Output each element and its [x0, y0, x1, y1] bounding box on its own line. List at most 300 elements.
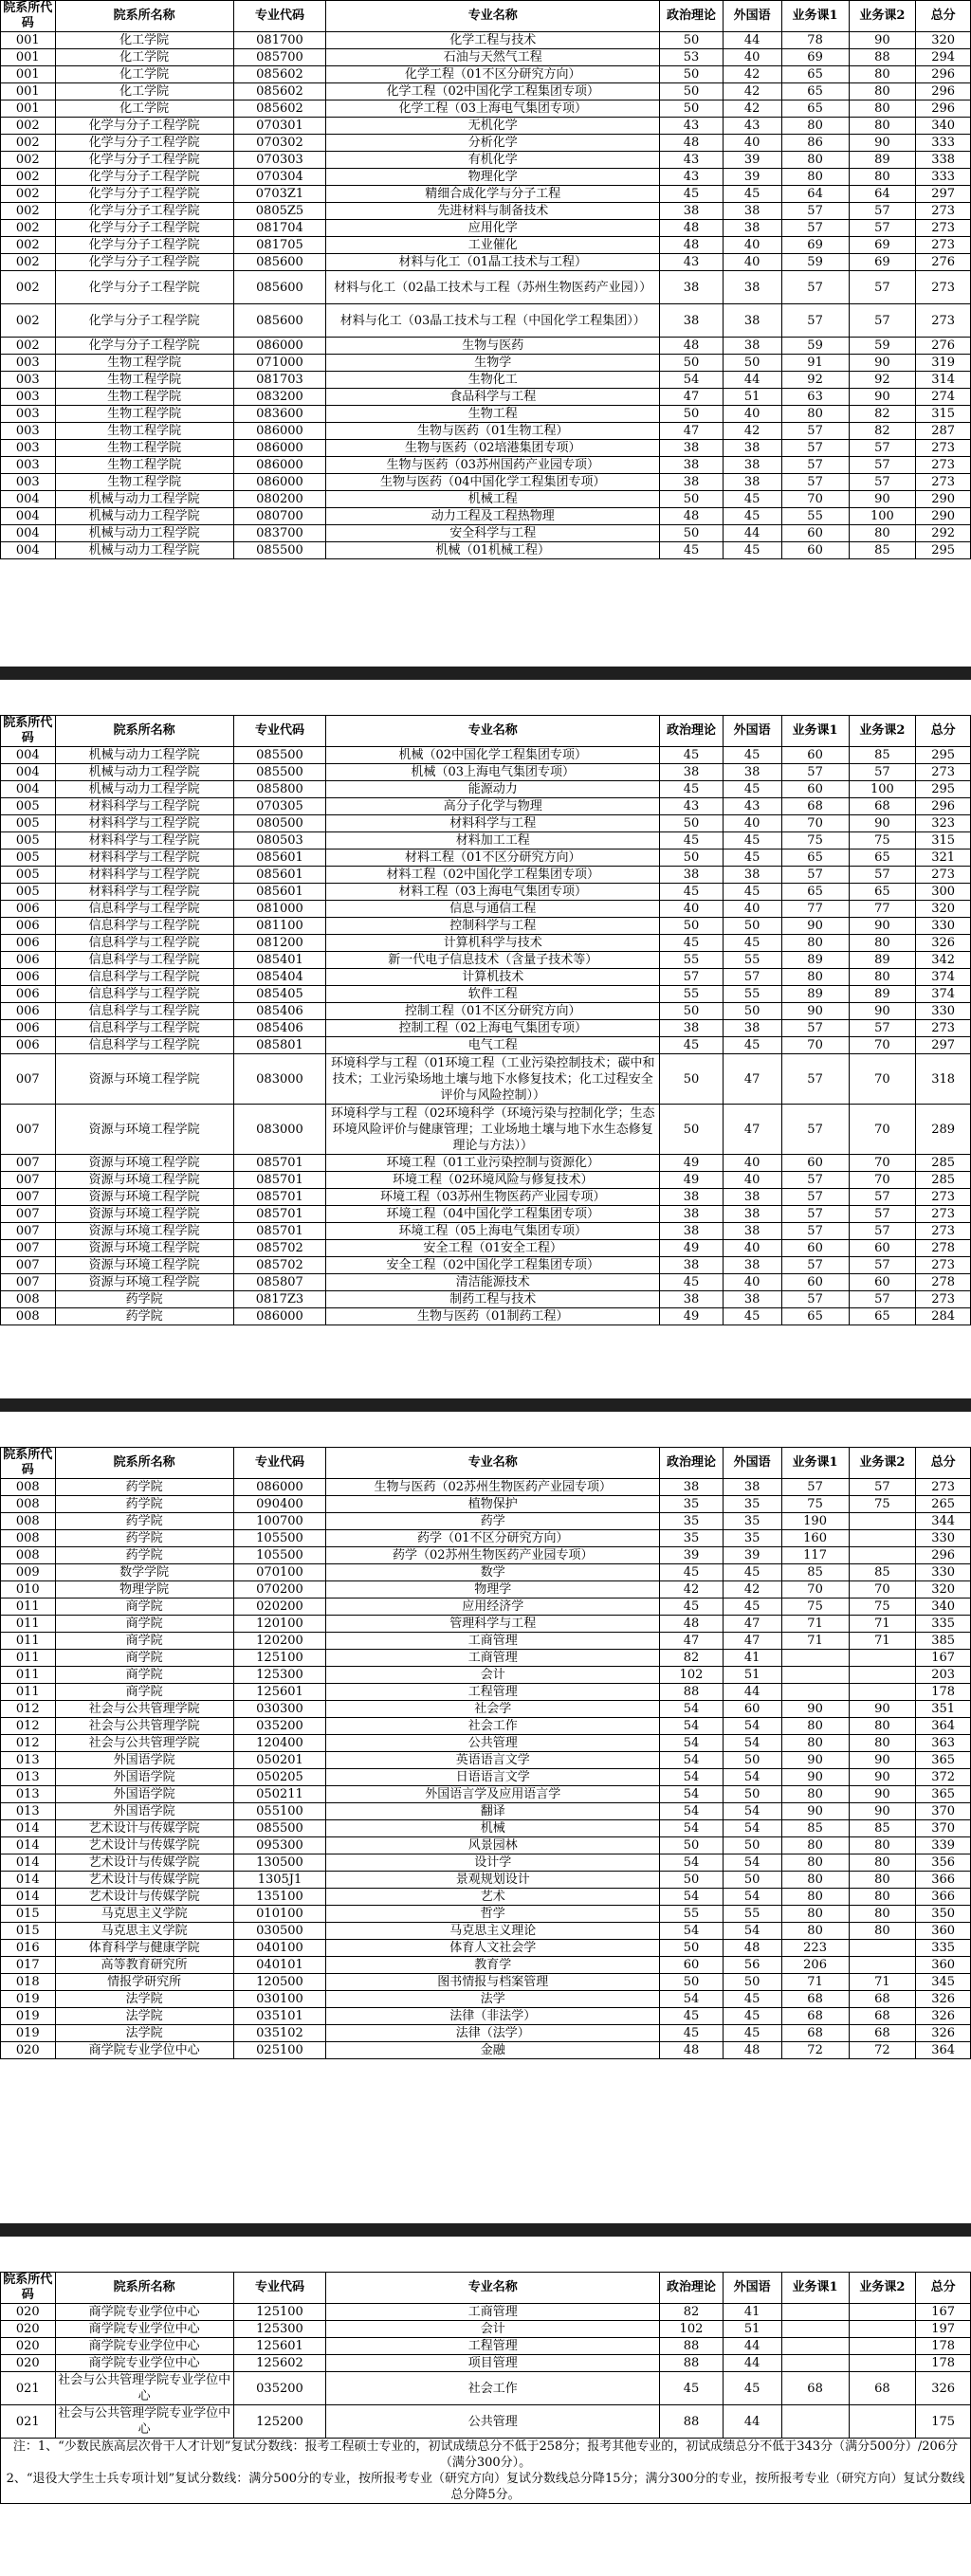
major-name-cell: 机械 [326, 1820, 660, 1837]
politics-score-cell: 54 [660, 1718, 723, 1735]
major-code-cell: 085500 [233, 542, 325, 559]
politics-score-cell: 102 [660, 1667, 723, 1684]
dept-name-cell: 外国语学院 [55, 1786, 233, 1803]
dept-code-cell: 020 [1, 2304, 56, 2321]
politics-score-cell: 43 [660, 254, 723, 271]
politics-score-cell: 43 [660, 798, 723, 815]
course1-score-cell: 85 [781, 1820, 849, 1837]
dept-name-cell: 机械与动力工程学院 [55, 508, 233, 525]
foreign-language-score-cell: 45 [723, 1308, 781, 1325]
course1-score-cell: 57 [781, 271, 849, 304]
politics-score-cell: 35 [660, 1530, 723, 1547]
politics-score-cell: 45 [660, 1564, 723, 1581]
foreign-language-score-cell: 44 [723, 2338, 781, 2355]
foreign-language-score-cell: 47 [723, 1616, 781, 1633]
total-score-cell: 285 [916, 1155, 971, 1172]
major-code-cell: 035200 [233, 1718, 325, 1735]
dept-name-cell: 信息科学与工程学院 [55, 901, 233, 918]
course2-score-cell: 59 [849, 338, 916, 355]
foreign-language-score-cell: 55 [723, 952, 781, 969]
foreign-language-score-cell: 45 [723, 1037, 781, 1054]
score-table-block-1 [0, 0, 971, 559]
table-row [1, 1837, 971, 1854]
dept-code-cell: 007 [1, 1223, 56, 1240]
course1-score-cell: 57 [781, 1054, 849, 1105]
major-name-cell: 项目管理 [326, 2355, 660, 2372]
course2-score-cell: 57 [849, 220, 916, 237]
foreign-language-score-cell: 45 [723, 884, 781, 901]
major-name-cell: 风景园林 [326, 1837, 660, 1854]
dept-name-cell: 化工学院 [55, 66, 233, 83]
major-code-cell: 125602 [233, 2355, 325, 2372]
dept-code-cell: 006 [1, 901, 56, 918]
foreign-language-score-cell: 38 [723, 440, 781, 457]
dept-name-cell: 生物工程学院 [55, 389, 233, 406]
major-name-cell: 分析化学 [326, 135, 660, 152]
total-score-cell: 323 [916, 815, 971, 832]
major-code-cell: 040101 [233, 1957, 325, 1974]
table-row [1, 1054, 971, 1105]
table-row [1, 2008, 971, 2025]
foreign-language-score-cell: 45 [723, 542, 781, 559]
table-row [1, 1223, 971, 1240]
course1-score-cell: 68 [781, 798, 849, 815]
politics-score-cell: 53 [660, 49, 723, 66]
major-name-cell: 材料工程（02中国化学工程集团专项） [326, 867, 660, 884]
header-row [1, 1, 971, 32]
politics-score-cell: 54 [660, 1769, 723, 1786]
foreign-language-score-cell: 54 [723, 1735, 781, 1752]
course1-score-cell: 80 [781, 1837, 849, 1854]
total-score-cell: 273 [916, 1189, 971, 1206]
foreign-language-score-cell: 44 [723, 372, 781, 389]
dept-code-cell: 005 [1, 832, 56, 850]
major-code-cell: 0817Z3 [233, 1291, 325, 1308]
total-score-cell: 273 [916, 1206, 971, 1223]
dept-code-cell: 008 [1, 1496, 56, 1513]
dept-code-cell: 002 [1, 271, 56, 304]
dept-code-cell: 004 [1, 508, 56, 525]
total-score-cell: 365 [916, 1752, 971, 1769]
dept-code-cell: 021 [1, 2405, 56, 2439]
course1-score-cell: 57 [781, 1223, 849, 1240]
course1-score-cell: 57 [781, 1291, 849, 1308]
major-name-cell: 生物与医药（02苏州生物医药产业园专项） [326, 1479, 660, 1496]
course2-score-cell: 92 [849, 372, 916, 389]
course1-score-cell: 57 [781, 440, 849, 457]
dept-code-cell: 001 [1, 32, 56, 49]
dept-name-cell: 信息科学与工程学院 [55, 1020, 233, 1037]
major-code-cell: 085405 [233, 986, 325, 1003]
dept-code-cell: 002 [1, 203, 56, 220]
table-row [1, 1786, 971, 1803]
major-code-cell: 070301 [233, 118, 325, 135]
course1-score-cell: 64 [781, 186, 849, 203]
total-score-cell: 297 [916, 1037, 971, 1054]
table-row [1, 1172, 971, 1189]
foreign-language-score-cell: 39 [723, 152, 781, 169]
total-score-cell: 333 [916, 169, 971, 186]
dept-name-cell: 情报学研究所 [55, 1974, 233, 1991]
table-row [1, 781, 971, 798]
course2-score-cell: 90 [849, 1769, 916, 1786]
table-row [1, 406, 971, 423]
table-row [1, 372, 971, 389]
dept-name-cell: 机械与动力工程学院 [55, 542, 233, 559]
politics-score-cell: 48 [660, 2042, 723, 2059]
course2-score-cell: 80 [849, 1923, 916, 1940]
dept-code-cell: 001 [1, 49, 56, 66]
foreign-language-score-cell: 40 [723, 1155, 781, 1172]
foreign-language-score-cell: 54 [723, 1854, 781, 1872]
course1-score-cell: 71 [781, 1616, 849, 1633]
total-score-cell: 320 [916, 1581, 971, 1599]
course2-score-cell: 70 [849, 1172, 916, 1189]
major-code-cell: 095300 [233, 1837, 325, 1854]
table-row [1, 1513, 971, 1530]
major-name-cell: 马克思主义理论 [326, 1923, 660, 1940]
dept-code-cell: 004 [1, 764, 56, 781]
dept-code-cell: 007 [1, 1105, 56, 1155]
header-row [1, 716, 971, 747]
course1-header: 业务课1 [781, 2273, 849, 2304]
table-row [1, 850, 971, 867]
foreign-language-score-cell: 35 [723, 1530, 781, 1547]
course2-score-cell: 57 [849, 1223, 916, 1240]
foreign-language-score-cell: 43 [723, 118, 781, 135]
table-row [1, 952, 971, 969]
politics-score-cell: 35 [660, 1496, 723, 1513]
major-name-cell: 哲学 [326, 1906, 660, 1923]
major-name-cell: 生物与医药（01生物工程） [326, 423, 660, 440]
politics-score-cell: 48 [660, 237, 723, 254]
total-score-cell: 290 [916, 491, 971, 508]
major-code-cell: 070302 [233, 135, 325, 152]
major-name-cell: 环境工程（02环境风险与修复技术） [326, 1172, 660, 1189]
foreign-language-score-cell: 45 [723, 2372, 781, 2405]
course2-score-cell: 65 [849, 1308, 916, 1325]
dept-code-cell: 013 [1, 1786, 56, 1803]
dept-name-cell: 药学院 [55, 1479, 233, 1496]
foreign-language-score-cell: 54 [723, 1718, 781, 1735]
course1-score-cell: 57 [781, 1189, 849, 1206]
politics-score-cell: 55 [660, 986, 723, 1003]
total-score-cell: 273 [916, 203, 971, 220]
dept-name-header: 院系所名称 [55, 1, 233, 32]
course2-score-cell: 85 [849, 747, 916, 764]
course2-score-cell: 57 [849, 203, 916, 220]
course1-score-cell: 80 [781, 1718, 849, 1735]
dept-code-cell: 002 [1, 304, 56, 338]
dept-name-cell: 化学与分子工程学院 [55, 237, 233, 254]
foreign-language-score-cell: 42 [723, 83, 781, 100]
total-score-cell: 289 [916, 1105, 971, 1155]
major-name-cell: 物理学 [326, 1581, 660, 1599]
major-name-cell: 新一代电子信息技术（含量子技术等） [326, 952, 660, 969]
table-row [1, 423, 971, 440]
course1-header: 业务课1 [781, 1448, 849, 1479]
total-score-cell: 340 [916, 118, 971, 135]
politics-score-cell: 50 [660, 918, 723, 935]
major-code-cell: 085701 [233, 1172, 325, 1189]
course2-score-cell: 75 [849, 1599, 916, 1616]
dept-name-cell: 信息科学与工程学院 [55, 969, 233, 986]
dept-code-cell: 017 [1, 1957, 56, 1974]
dept-name-cell: 资源与环境工程学院 [55, 1155, 233, 1172]
total-score-cell: 374 [916, 969, 971, 986]
dept-name-cell: 社会与公共管理学院专业学位中心 [55, 2372, 233, 2405]
total-header: 总分 [916, 1, 971, 32]
table-row [1, 1496, 971, 1513]
total-score-cell: 300 [916, 884, 971, 901]
politics-score-cell: 50 [660, 406, 723, 423]
politics-score-cell: 43 [660, 169, 723, 186]
major-name-cell: 先进材料与制备技术 [326, 203, 660, 220]
major-code-header: 专业代码 [233, 2273, 325, 2304]
table-row [1, 867, 971, 884]
course1-score-cell: 80 [781, 1872, 849, 1889]
course1-score-cell: 57 [781, 220, 849, 237]
major-name-cell: 社会学 [326, 1701, 660, 1718]
course1-score-cell: 80 [781, 935, 849, 952]
politics-score-cell: 47 [660, 1633, 723, 1650]
major-name-cell: 清洁能源技术 [326, 1274, 660, 1291]
politics-score-cell: 54 [660, 1786, 723, 1803]
major-name-cell: 环境工程（04中国化学工程集团专项） [326, 1206, 660, 1223]
politics-score-cell: 38 [660, 457, 723, 474]
foreign-language-score-cell: 35 [723, 1496, 781, 1513]
total-score-cell: 273 [916, 1291, 971, 1308]
dept-code-cell: 002 [1, 186, 56, 203]
major-code-cell: 130500 [233, 1854, 325, 1872]
total-score-cell: 203 [916, 1667, 971, 1684]
total-score-cell: 273 [916, 1020, 971, 1037]
table-row [1, 986, 971, 1003]
major-code-cell: 020200 [233, 1599, 325, 1616]
foreign-language-score-cell: 50 [723, 1837, 781, 1854]
dept-code-cell: 012 [1, 1718, 56, 1735]
dept-name-cell: 机械与动力工程学院 [55, 525, 233, 542]
foreign-language-score-cell: 42 [723, 66, 781, 83]
politics-score-cell: 38 [660, 304, 723, 338]
course2-score-cell: 75 [849, 832, 916, 850]
course1-score-cell: 90 [781, 1003, 849, 1020]
course2-score-cell [849, 1513, 916, 1530]
course2-score-cell [849, 1530, 916, 1547]
dept-code-cell: 006 [1, 986, 56, 1003]
major-code-cell: 081704 [233, 220, 325, 237]
foreign-language-header: 外国语 [723, 716, 781, 747]
course1-score-cell: 90 [781, 1803, 849, 1820]
table-row [1, 798, 971, 815]
course1-score-cell [781, 1650, 849, 1667]
dept-code-cell: 003 [1, 474, 56, 491]
major-code-cell: 030300 [233, 1701, 325, 1718]
course2-score-cell: 57 [849, 440, 916, 457]
table-row [1, 83, 971, 100]
politics-score-cell: 50 [660, 1003, 723, 1020]
course1-score-cell: 80 [781, 1786, 849, 1803]
politics-score-cell: 50 [660, 850, 723, 867]
major-code-cell: 125601 [233, 1684, 325, 1701]
course2-score-cell: 80 [849, 1889, 916, 1906]
major-name-cell: 安全工程（01安全工程） [326, 1240, 660, 1257]
dept-code-cell: 005 [1, 884, 56, 901]
major-code-cell: 085602 [233, 66, 325, 83]
course2-score-cell: 80 [849, 1837, 916, 1854]
major-code-cell: 081100 [233, 918, 325, 935]
major-code-cell: 086000 [233, 338, 325, 355]
footnote: 注：1、“少数民族高层次骨干人才计划”复试分数线：报考工程硕士专业的，初试成绩总分不低于258分；报考其他专业的，初试成绩总分不低于343分（满分500分）/206分（满分300分）。 [12, 2439, 959, 2470]
dept-name-cell: 化工学院 [55, 83, 233, 100]
politics-score-cell: 42 [660, 1581, 723, 1599]
course2-score-cell: 89 [849, 152, 916, 169]
dept-code-cell: 004 [1, 781, 56, 798]
major-code-cell: 085701 [233, 1206, 325, 1223]
course1-score-cell: 90 [781, 1701, 849, 1718]
major-name-cell: 环境工程（03苏州生物医药产业园专项） [326, 1189, 660, 1206]
dept-code-cell: 008 [1, 1479, 56, 1496]
major-code-cell: 085500 [233, 764, 325, 781]
major-code-cell: 0805Z5 [233, 203, 325, 220]
course1-score-cell: 65 [781, 850, 849, 867]
dept-code-cell: 020 [1, 2321, 56, 2338]
politics-score-cell: 48 [660, 338, 723, 355]
course1-score-cell: 80 [781, 969, 849, 986]
major-name-cell: 机械（03上海电气集团专项） [326, 764, 660, 781]
course1-score-cell: 65 [781, 66, 849, 83]
major-code-cell: 100700 [233, 1513, 325, 1530]
course1-score-cell: 70 [781, 491, 849, 508]
dept-code-cell: 007 [1, 1155, 56, 1172]
major-name-cell: 物理化学 [326, 169, 660, 186]
dept-code-cell: 002 [1, 135, 56, 152]
major-name-cell: 化学工程（03上海电气集团专项） [326, 100, 660, 118]
course2-score-cell: 70 [849, 1105, 916, 1155]
course1-score-cell: 69 [781, 49, 849, 66]
major-name-cell: 工商管理 [326, 1650, 660, 1667]
dept-code-cell: 011 [1, 1616, 56, 1633]
politics-score-cell: 88 [660, 2355, 723, 2372]
total-score-cell: 330 [916, 1003, 971, 1020]
table-row [1, 220, 971, 237]
course2-score-cell: 60 [849, 1240, 916, 1257]
dept-code-cell: 002 [1, 220, 56, 237]
page-separator [0, 1398, 971, 1412]
course1-score-cell: 68 [781, 2025, 849, 2042]
course1-score-cell [781, 2321, 849, 2338]
course2-score-cell [849, 1650, 916, 1667]
politics-score-cell: 50 [660, 1054, 723, 1105]
foreign-language-score-cell: 40 [723, 1240, 781, 1257]
table-row [1, 1701, 971, 1718]
foreign-language-score-cell: 44 [723, 1684, 781, 1701]
major-name-cell: 生物化工 [326, 372, 660, 389]
dept-code-cell: 004 [1, 542, 56, 559]
total-score-cell: 335 [916, 1616, 971, 1633]
course2-score-cell: 90 [849, 491, 916, 508]
politics-score-cell: 50 [660, 1837, 723, 1854]
politics-score-cell: 38 [660, 764, 723, 781]
table-row [1, 1581, 971, 1599]
major-code-cell: 086000 [233, 457, 325, 474]
major-code-cell: 086000 [233, 474, 325, 491]
table-row [1, 508, 971, 525]
politics-score-cell: 50 [660, 83, 723, 100]
major-name-header: 专业名称 [326, 1, 660, 32]
course2-score-cell: 80 [849, 935, 916, 952]
table-row [1, 1735, 971, 1752]
dept-code-cell: 008 [1, 1291, 56, 1308]
foreign-language-score-cell: 40 [723, 1274, 781, 1291]
dept-code-cell: 014 [1, 1820, 56, 1837]
major-code-cell: 035200 [233, 2372, 325, 2405]
foreign-language-score-cell: 51 [723, 2321, 781, 2338]
dept-code-cell: 003 [1, 389, 56, 406]
dept-code-cell: 010 [1, 1581, 56, 1599]
total-score-cell: 178 [916, 2338, 971, 2355]
course1-score-cell: 160 [781, 1530, 849, 1547]
course1-score-cell: 57 [781, 867, 849, 884]
course2-score-cell: 71 [849, 1633, 916, 1650]
course2-header: 业务课2 [849, 1, 916, 32]
table-row [1, 525, 971, 542]
dept-name-cell: 化学与分子工程学院 [55, 338, 233, 355]
dept-name-cell: 资源与环境工程学院 [55, 1189, 233, 1206]
dept-code-cell: 006 [1, 918, 56, 935]
course2-score-cell: 80 [849, 100, 916, 118]
dept-name-cell: 法学院 [55, 1991, 233, 2008]
dept-code-cell: 003 [1, 423, 56, 440]
table-row [1, 2338, 971, 2355]
course2-score-cell: 71 [849, 1616, 916, 1633]
course2-score-cell: 68 [849, 2008, 916, 2025]
foreign-language-score-cell: 38 [723, 764, 781, 781]
politics-score-cell: 54 [660, 1752, 723, 1769]
table-row [1, 1308, 971, 1325]
major-code-cell: 125300 [233, 1667, 325, 1684]
major-code-cell: 085701 [233, 1223, 325, 1240]
course1-score-cell: 57 [781, 423, 849, 440]
total-score-cell: 295 [916, 542, 971, 559]
course1-score-cell: 60 [781, 542, 849, 559]
dept-name-cell: 社会与公共管理学院 [55, 1718, 233, 1735]
politics-score-cell: 38 [660, 474, 723, 491]
dept-code-cell: 007 [1, 1240, 56, 1257]
politics-score-cell: 45 [660, 1037, 723, 1054]
total-score-cell: 360 [916, 1923, 971, 1940]
dept-name-cell: 化学与分子工程学院 [55, 220, 233, 237]
total-score-cell: 320 [916, 32, 971, 49]
politics-score-cell: 45 [660, 884, 723, 901]
politics-score-cell: 50 [660, 1872, 723, 1889]
dept-name-cell: 艺术设计与传媒学院 [55, 1889, 233, 1906]
major-code-cell: 085801 [233, 1037, 325, 1054]
dept-name-cell: 资源与环境工程学院 [55, 1223, 233, 1240]
total-score-cell: 290 [916, 508, 971, 525]
dept-code-cell: 001 [1, 100, 56, 118]
major-name-cell: 机械（01机械工程） [326, 542, 660, 559]
politics-score-cell: 45 [660, 747, 723, 764]
politics-score-cell: 50 [660, 1105, 723, 1155]
major-code-cell: 035102 [233, 2025, 325, 2042]
dept-name-cell: 药学院 [55, 1547, 233, 1564]
course1-header: 业务课1 [781, 1, 849, 32]
course2-score-cell: 77 [849, 901, 916, 918]
total-score-cell: 339 [916, 1837, 971, 1854]
course1-score-cell: 57 [781, 474, 849, 491]
table-row [1, 66, 971, 83]
